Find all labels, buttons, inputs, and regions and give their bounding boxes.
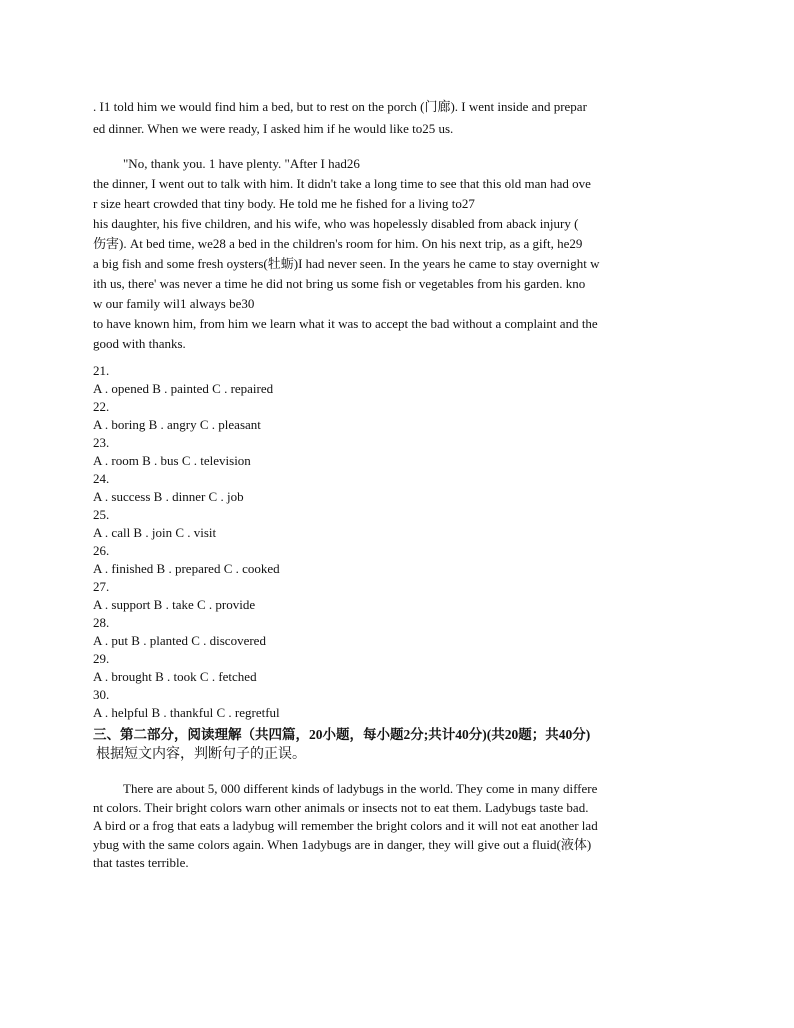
passage-line: the dinner, I went out to talk with him. It didn't take a long time to see that this old man had ove	[93, 176, 591, 191]
passage-line: 伤害). At bed time, we28 a bed in the children's room for him. On his next trip, as a gift, he29	[93, 236, 583, 251]
passage-line: ed dinner. When we were ready, I asked him if he would like to25 us.	[93, 121, 454, 136]
question-number: 28.	[93, 615, 110, 630]
passage-line: his daughter, his five children, and his wife, who was hopelessly disabled from aback injury (	[93, 216, 579, 231]
passage-line: ybug with the same colors again. When 1adybugs are in danger, they will give out a fluid(液体)	[93, 836, 592, 852]
question-options: A . opened B . painted C . repaired	[93, 381, 274, 396]
question-item	[93, 506, 280, 542]
question-options: A . brought B . took C . fetched	[93, 669, 257, 684]
question-item	[93, 434, 280, 470]
passage-line: A bird or a frog that eats a ladybug will remember the bright colors and it will not eat another lad	[93, 818, 598, 833]
question-options: A . finished B . prepared C . cooked	[93, 561, 280, 576]
passage-line: w our family wil1 always be30	[93, 296, 255, 311]
question-item	[93, 614, 280, 650]
passage-line: r size heart crowded that tiny body. He told me he fished for a living to27	[93, 196, 475, 211]
passage-line: "No, thank you. 1 have plenty. "After I had26	[123, 156, 360, 171]
question-number: 23.	[93, 435, 110, 450]
section-instruction: 根据短文内容，判断句子的正误。	[96, 747, 306, 762]
passage-line: ith us, there' was never a time he did not bring us some fish or vegetables from his garden. kno	[93, 276, 586, 291]
question-item	[93, 362, 280, 398]
passage-line: good with thanks.	[93, 336, 186, 351]
question-options: A . put B . planted C . discovered	[93, 633, 266, 648]
question-number: 30.	[93, 687, 110, 702]
question-options: A . call B . join C . visit	[93, 525, 217, 540]
question-item	[93, 578, 280, 614]
question-number: 24.	[93, 471, 110, 486]
question-number: 25.	[93, 507, 110, 522]
question-item	[93, 650, 280, 686]
passage-line: a big fish and some fresh oysters(牡蛎)I had never seen. In the years he came to stay overnight w	[93, 256, 600, 271]
passage-line: to have known him, from him we learn what it was to accept the bad without a complaint and the	[93, 316, 598, 331]
question-number: 21.	[93, 363, 110, 378]
passage-line: . I1 told him we would find him a bed, but to rest on the porch (门廊). I went inside and prepar	[93, 99, 587, 114]
question-number: 27.	[93, 579, 110, 594]
passage-main	[93, 154, 703, 354]
passage-line: There are about 5, 000 different kinds of ladybugs in the world. They come in many differe	[123, 781, 598, 796]
question-item	[93, 542, 280, 578]
question-options: A . room B . bus C . television	[93, 453, 251, 468]
question-options: A . boring B . angry C . pleasant	[93, 417, 261, 432]
section-heading: 三、第二部分，阅读理解（共四篇，20小题，每小题2分;共计40分)(共20题；共40分)	[93, 727, 591, 742]
question-options: A . helpful B . thankful C . regretful	[93, 705, 280, 720]
question-list	[93, 362, 280, 722]
ladybug-passage	[93, 780, 703, 873]
question-item	[93, 470, 280, 506]
question-number: 22.	[93, 399, 110, 414]
passage-line: that tastes terrible.	[93, 855, 189, 870]
question-item	[93, 686, 280, 722]
question-number: 29.	[93, 651, 110, 666]
question-options: A . support B . take C . provide	[93, 597, 256, 612]
question-item	[93, 398, 280, 434]
question-number: 26.	[93, 543, 110, 558]
passage-line: nt colors. Their bright colors warn other animals or insects not to eat them. Ladybugs taste bad.	[93, 799, 589, 815]
question-options: A . success B . dinner C . job	[93, 489, 244, 504]
passage-continued	[93, 96, 703, 140]
